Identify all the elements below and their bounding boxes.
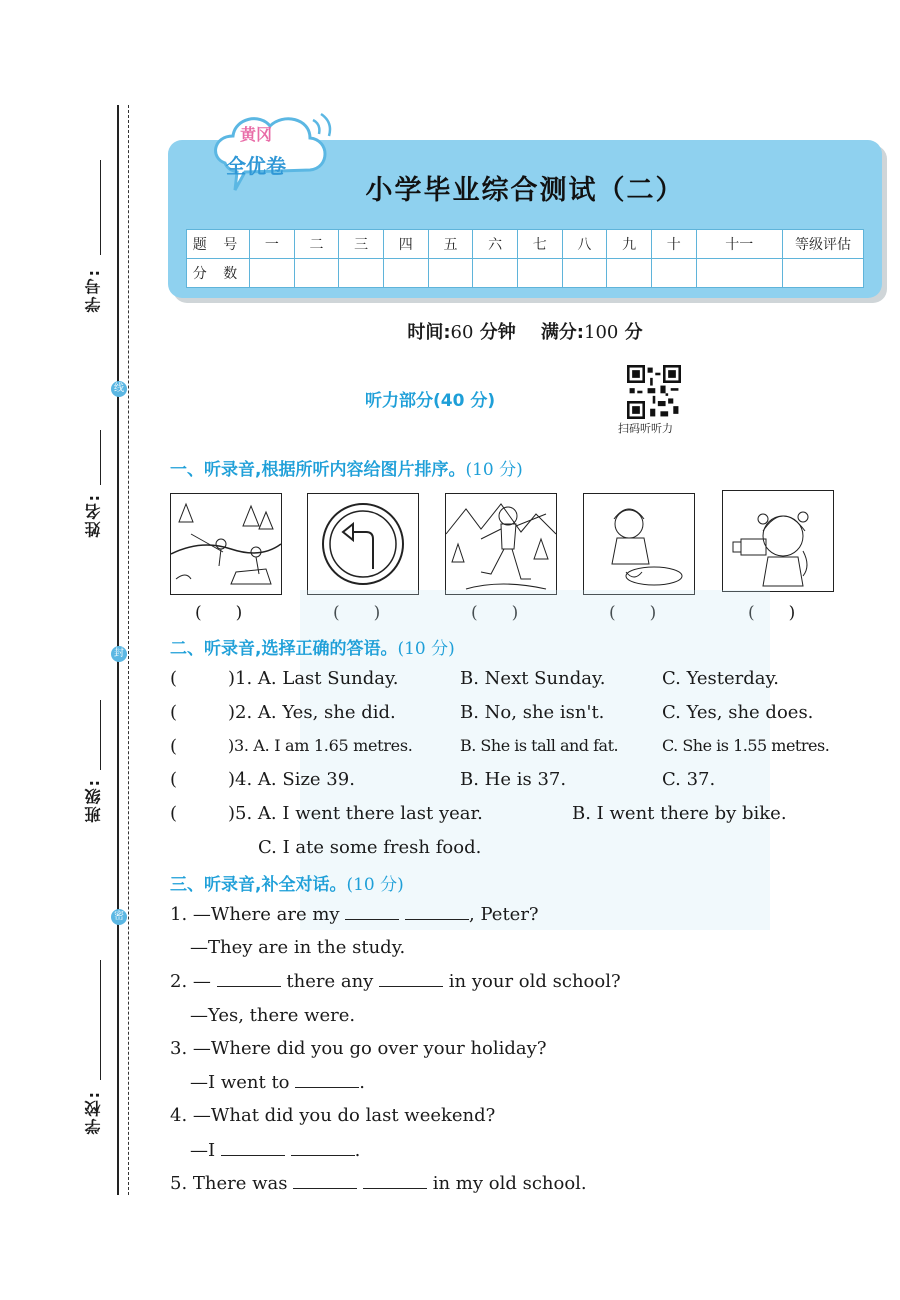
- score-table-header-row: [187, 230, 864, 259]
- time-label: 时间:: [407, 322, 451, 343]
- q3-3-question: 3. —Where did you go over your holiday?: [170, 1038, 547, 1059]
- score-col-header: 九: [607, 230, 652, 259]
- q3-2-start: 2. —: [170, 971, 211, 992]
- q3-2-end: in your old school?: [448, 971, 621, 992]
- section3-title: [170, 870, 404, 895]
- time-value: 60: [450, 322, 474, 343]
- school-label: 学校:: [84, 1090, 103, 1135]
- binding-tag-line: 线: [111, 381, 127, 397]
- fill-blank[interactable]: [217, 972, 281, 987]
- q3-5-end: in my old school.: [432, 1173, 587, 1194]
- score-cell[interactable]: [428, 259, 473, 288]
- picture-washing-clothes: [583, 493, 695, 595]
- q2-1-paren[interactable]: (: [170, 668, 178, 689]
- section2-title: [170, 634, 455, 659]
- score-cell[interactable]: [383, 259, 428, 288]
- fill-blank[interactable]: [221, 1141, 285, 1156]
- q3-1-answer: —They are in the study.: [190, 937, 406, 958]
- question-number-label: 题 号: [187, 230, 250, 259]
- q2-4-option-a: )4. A. Size 39.: [228, 769, 355, 790]
- picture-video-camera: [722, 490, 834, 592]
- q3-4-question: 4. —What did you do last weekend?: [170, 1105, 496, 1126]
- binding-line-dashed: [128, 105, 129, 1195]
- fill-blank[interactable]: [405, 905, 469, 920]
- full-score-value: 100: [584, 322, 619, 343]
- score-col-header: 二: [294, 230, 339, 259]
- full-score-unit: 分: [624, 322, 643, 343]
- q3-2-answer: —Yes, there were.: [190, 1005, 356, 1026]
- fill-blank[interactable]: [363, 1174, 427, 1189]
- section1-points: (10 分): [465, 460, 523, 480]
- q3-5-start: 5. There was: [170, 1173, 288, 1194]
- qr-code-icon[interactable]: [627, 365, 681, 419]
- time-info: [0, 318, 900, 344]
- fill-blank[interactable]: [295, 1073, 359, 1088]
- q2-4-option-c: C. 37.: [662, 769, 716, 790]
- q3-1-question-text: 1. —Where are my: [170, 904, 340, 925]
- student-id-field[interactable]: [100, 160, 101, 255]
- picture-answer-blank[interactable]: ( ): [333, 603, 381, 623]
- q3-4-answer-start: —I: [190, 1140, 216, 1161]
- q3-5-question: [170, 1173, 587, 1194]
- q3-1-question: [170, 904, 539, 925]
- section3-points: (10 分): [346, 875, 404, 895]
- logo-text-bottom: 全优卷: [226, 154, 286, 178]
- listening-part-title: 听力部分(40 分): [365, 391, 496, 411]
- section2-points: (10 分): [397, 639, 455, 659]
- girl-filming-icon: [723, 491, 833, 591]
- q2-2-option-a: )2. A. Yes, she did.: [228, 702, 396, 723]
- logo-text-top: 黄冈: [240, 125, 273, 144]
- name-field[interactable]: [100, 430, 101, 485]
- skating-boy-icon: [446, 494, 556, 594]
- score-cell[interactable]: [339, 259, 384, 288]
- score-cell[interactable]: [294, 259, 339, 288]
- q3-1-question-end: , Peter?: [469, 904, 539, 925]
- score-col-header: 十: [651, 230, 696, 259]
- q2-5-option-c: C. I ate some fresh food.: [258, 837, 482, 858]
- time-unit: 分钟: [479, 322, 516, 343]
- page-title: 小学毕业综合测试（二）: [365, 175, 685, 206]
- score-cell[interactable]: [607, 259, 652, 288]
- q2-4-option-b: B. He is 37.: [460, 769, 567, 790]
- q3-4-answer-end: .: [354, 1140, 361, 1161]
- q2-1-option-a: )1. A. Last Sunday.: [228, 668, 399, 689]
- section3-title-text: 三、听录音,补全对话。: [170, 875, 347, 895]
- fill-blank[interactable]: [345, 905, 399, 920]
- score-col-header: 八: [562, 230, 607, 259]
- score-cell[interactable]: [473, 259, 518, 288]
- fill-blank[interactable]: [379, 972, 443, 987]
- score-table: [186, 229, 864, 288]
- qr-caption: 扫码听听力: [618, 422, 673, 435]
- q3-2-question: [170, 971, 621, 992]
- q3-2-mid: there any: [286, 971, 374, 992]
- picture-answer-blank[interactable]: ( ): [195, 603, 243, 623]
- q2-2-option-c: C. Yes, she does.: [662, 702, 814, 723]
- name-label: 姓名:: [84, 493, 103, 538]
- turn-left-sign-icon: [308, 494, 418, 594]
- score-col-header: 十一: [696, 230, 782, 259]
- grade-assessment-header: 等级评估: [783, 230, 864, 259]
- q3-3-answer: [190, 1072, 365, 1093]
- q2-5-option-a: )5. A. I went there last year.: [228, 803, 483, 824]
- section1-title: [170, 455, 523, 480]
- student-id-label: 学号:: [84, 268, 103, 313]
- binding-tag-secret: 密: [111, 909, 127, 925]
- score-col-header: 一: [250, 230, 295, 259]
- score-col-header: 三: [339, 230, 384, 259]
- q2-5-option-b: B. I went there by bike.: [572, 803, 787, 824]
- picture-answer-blank[interactable]: ( ): [609, 603, 657, 623]
- q2-3-option-a: )3. A. I am 1.65 metres.: [228, 736, 413, 755]
- picture-answer-blank[interactable]: ( ): [748, 603, 796, 623]
- class-field[interactable]: [100, 700, 101, 770]
- score-col-header: 七: [517, 230, 562, 259]
- score-cell[interactable]: [562, 259, 607, 288]
- grade-cell[interactable]: [783, 259, 864, 288]
- full-score-label: 满分:: [540, 322, 585, 343]
- q3-3-answer-end: .: [359, 1072, 365, 1093]
- section1-title-text: 一、听录音,根据所听内容给图片排序。: [170, 460, 466, 480]
- q2-1-option-c: C. Yesterday.: [662, 668, 780, 689]
- score-cell[interactable]: [250, 259, 295, 288]
- picture-skating: [445, 493, 557, 595]
- q3-3-answer-start: —I went to: [190, 1072, 290, 1093]
- picture-answer-blank[interactable]: ( ): [471, 603, 519, 623]
- q2-3-option-b: B. She is tall and fat.: [460, 736, 619, 755]
- q2-4-paren[interactable]: (: [170, 769, 178, 790]
- class-label: 班级:: [84, 778, 103, 823]
- score-col-header: 四: [383, 230, 428, 259]
- q2-3-paren[interactable]: (: [170, 736, 178, 757]
- score-table-score-row: [187, 259, 864, 288]
- section2-title-text: 二、听录音,选择正确的答语。: [170, 639, 398, 659]
- q2-1-option-b: B. Next Sunday.: [460, 668, 606, 689]
- q2-5-paren[interactable]: (: [170, 803, 178, 824]
- girl-washing-icon: [584, 494, 694, 594]
- score-label: 分 数: [187, 259, 250, 288]
- score-cell[interactable]: [517, 259, 562, 288]
- q2-3-option-c: C. She is 1.55 metres.: [662, 736, 830, 755]
- q2-2-option-b: B. No, she isn't.: [460, 702, 605, 723]
- fishing-scene-icon: [171, 494, 281, 594]
- score-col-header: 五: [428, 230, 473, 259]
- score-cell[interactable]: [696, 259, 782, 288]
- score-cell[interactable]: [651, 259, 696, 288]
- fill-blank[interactable]: [291, 1141, 355, 1156]
- q3-4-answer: [190, 1140, 360, 1161]
- fill-blank[interactable]: [293, 1174, 357, 1189]
- score-col-header: 六: [473, 230, 518, 259]
- picture-fishing: [170, 493, 282, 595]
- q2-2-paren[interactable]: (: [170, 702, 178, 723]
- binding-tag-seal: 封: [111, 646, 127, 662]
- picture-turn-left-sign: [307, 493, 419, 595]
- school-field[interactable]: [100, 960, 101, 1080]
